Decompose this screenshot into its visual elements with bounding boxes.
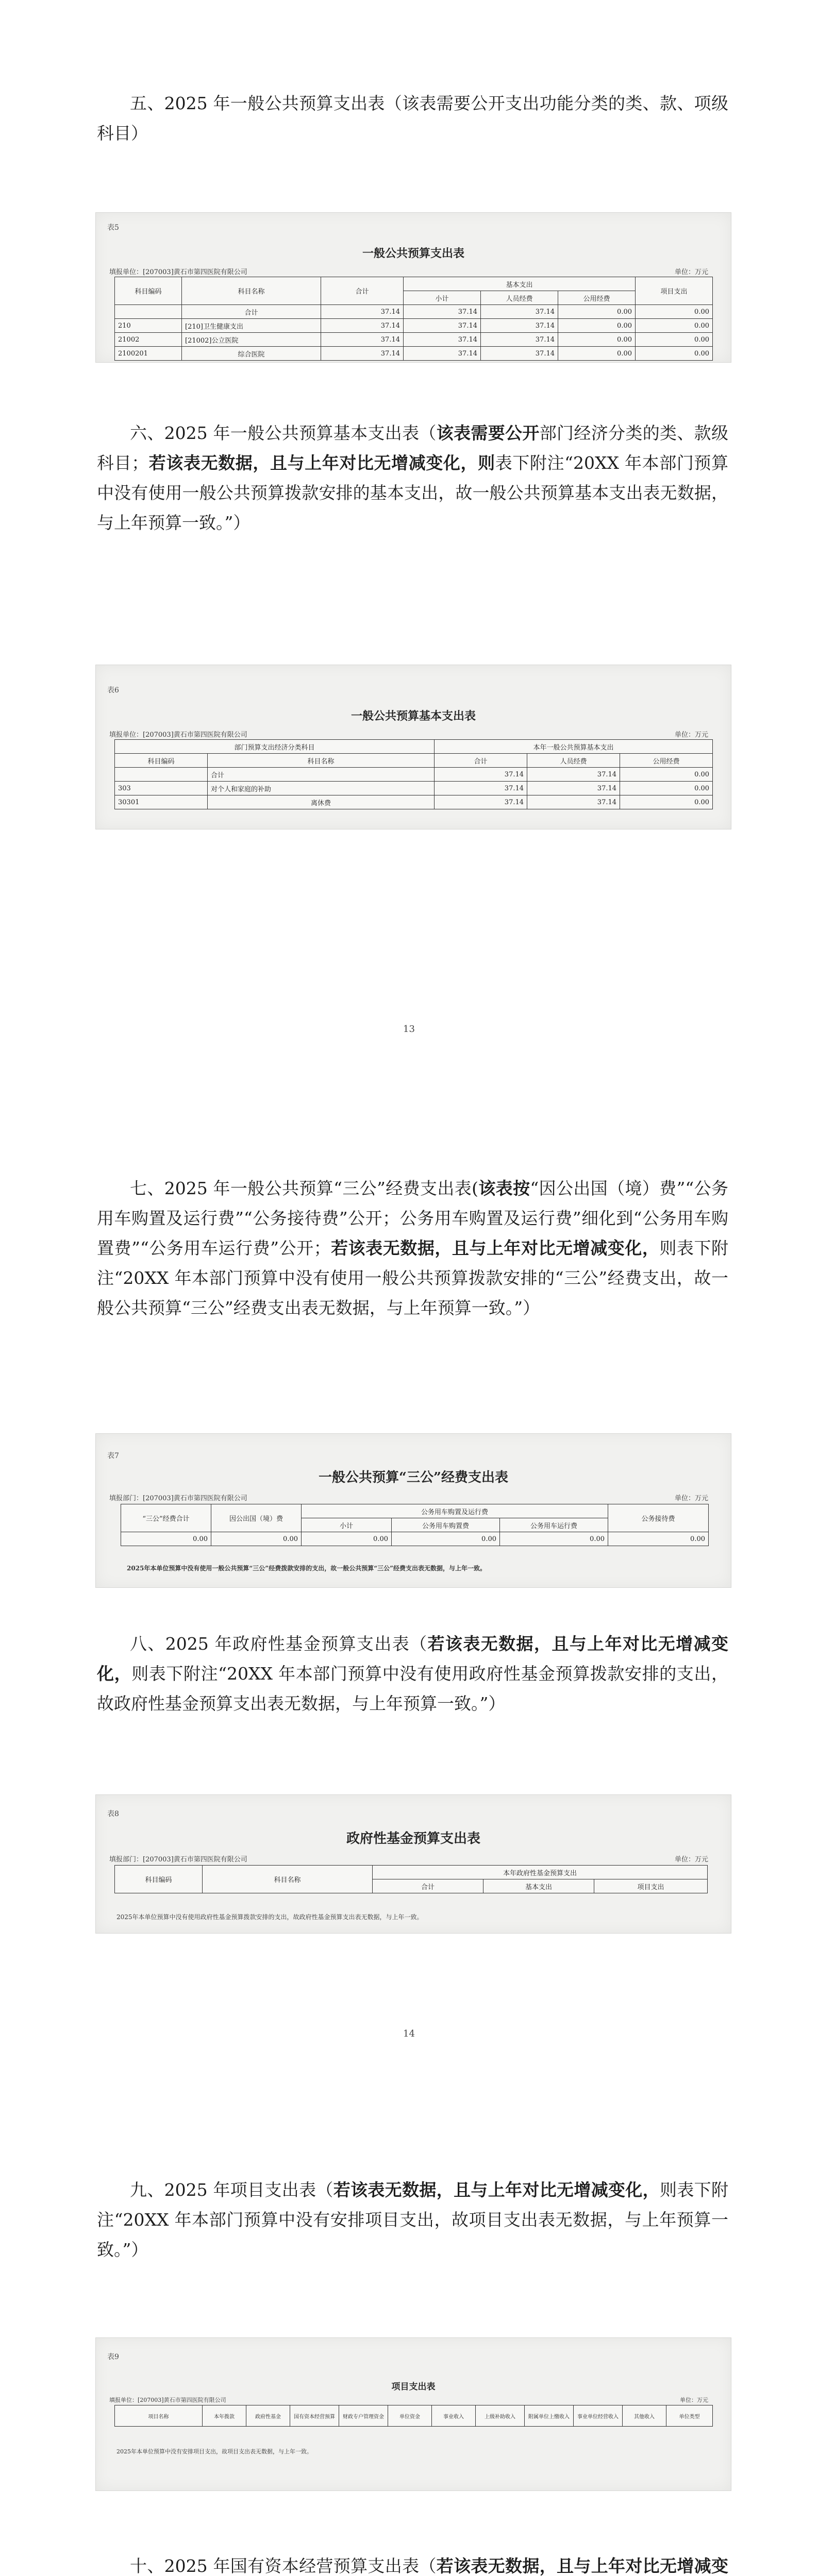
header-cell: 公务用车购置费	[392, 1518, 500, 1532]
header-cell: 公务用车购置及运行费	[302, 1504, 608, 1518]
cell	[115, 305, 182, 319]
header-cell: 公务用车运行费	[500, 1518, 608, 1532]
header-cell: 项目支出	[594, 1879, 708, 1893]
table-row	[121, 1532, 709, 1546]
header-cell: 人员经费	[527, 754, 620, 768]
section-8-text	[97, 1629, 728, 1719]
cell: 37.14	[527, 768, 620, 782]
cell: 37.14	[321, 333, 404, 347]
table-header-row	[115, 277, 713, 291]
table-7-scan	[95, 1433, 731, 1588]
unit-label: 单位：万元	[674, 1856, 708, 1863]
cell: 对个人和家庭的补助	[208, 782, 435, 795]
text-run: 十、2025 年国有资本经营预算支出表（	[130, 2556, 437, 2576]
table-header-row	[121, 1504, 709, 1518]
bold-run: 若该表无数据，且与上年对比无增减变化，	[333, 2180, 660, 2200]
cell: 离休费	[208, 795, 435, 809]
text-run: 则表下附注“20XX 年本部门预算中没有使用一般公共预算拨款安排的“三公”经费支出，故一般公共预算“三公”经费支出表无数据，与上年预算一致。”）	[97, 1238, 728, 1318]
cell: 37.14	[321, 305, 404, 319]
section-7-text	[97, 1174, 728, 1323]
header-cell: 因公出国（境）费	[211, 1504, 302, 1532]
cell: 综合医院	[182, 347, 321, 361]
cell: [210]卫生健康支出	[182, 319, 321, 333]
header-cell: 公用经费	[620, 754, 713, 768]
table-row	[115, 333, 713, 347]
bold-run: 该表需要公开	[436, 423, 540, 443]
table-row	[115, 347, 713, 361]
bold-run: 若该表无数据，且与上年对比无增减变	[436, 2556, 728, 2576]
table-number: 表7	[107, 1452, 119, 1460]
header-cell: 公用经费	[558, 291, 636, 305]
header-cell: 本年一般公共预算基本支出	[435, 740, 713, 754]
header-cell: 科目名称	[203, 1866, 373, 1893]
cell: 0.00	[392, 1532, 500, 1546]
cell: 37.14	[481, 347, 558, 361]
cell: 0.00	[608, 1532, 709, 1546]
cell: 0.00	[620, 795, 713, 809]
reporting-unit: 填报单位：[207003]黄石市第四医院有限公司	[109, 268, 247, 276]
cell: 0.00	[121, 1532, 211, 1546]
table-header-row	[115, 2405, 713, 2427]
general-budget-expenditure-table	[114, 277, 713, 361]
table-number: 表9	[107, 2353, 119, 2361]
table-number: 表8	[107, 1810, 119, 1818]
text-run: 八、2025 年政府性基金预算支出表（	[130, 1634, 428, 1654]
cell: 37.14	[321, 347, 404, 361]
header-cell: 合计	[321, 277, 404, 305]
table-number: 表6	[107, 686, 119, 694]
cell: 0.00	[500, 1532, 608, 1546]
cell: 合计	[208, 768, 435, 782]
header-cell: 事业单位经营收入	[574, 2405, 623, 2427]
cell: 0.00	[558, 305, 636, 319]
table-title: 一般公共预算基本支出表	[350, 709, 476, 723]
section-9-text	[97, 2175, 728, 2265]
cell: 2100201	[115, 347, 182, 361]
header-cell: 财政专户管理资金	[339, 2405, 388, 2427]
cell: 21002	[115, 333, 182, 347]
header-cell: 事业收入	[432, 2405, 476, 2427]
text-run: 部门经济分类的类、款级科目；	[97, 423, 729, 473]
header-cell: 人员经费	[481, 291, 558, 305]
header-cell: 项目支出	[636, 277, 713, 305]
bold-run: 该表按	[478, 1178, 530, 1198]
table-note: 2025年本单位预算中没有安排项目支出，故项目支出表无数据，与上年一致。	[116, 2448, 312, 2455]
header-cell: 本年拨款	[203, 2405, 246, 2427]
header-cell: 科目名称	[182, 277, 321, 305]
cell: 37.14	[527, 795, 620, 809]
cell: 303	[115, 782, 208, 795]
unit-label: 单位：万元	[674, 1495, 708, 1502]
table-8-scan	[95, 1794, 731, 1934]
text-run: 九、2025 年项目支出表（	[130, 2180, 333, 2200]
text-run: 六、2025 年一般公共预算基本支出表（	[130, 423, 437, 443]
page-number: 13	[403, 1024, 415, 1035]
cell: 30301	[115, 795, 208, 809]
table-row	[115, 319, 713, 333]
basic-expenditure-table	[114, 739, 713, 809]
text-run: 则表下附注“20XX 年本部门预算中没有使用政府性基金预算拨款安排的支出，故政府性基金预算支出表无数据，与上年预算一致。”）	[97, 1664, 729, 1714]
header-cell: 合计	[373, 1879, 483, 1893]
section-5-text: 五、2025 年一般公共预算支出表（该表需要公开支出功能分类的类、款、项级科目）	[97, 93, 728, 143]
project-expenditure-table	[114, 2405, 713, 2427]
header-cell: 上级补助收入	[476, 2405, 525, 2427]
table-title: 一般公共预算“三公”经费支出表	[319, 1470, 508, 1485]
cell: 0.00	[636, 347, 713, 361]
header-cell: 其他收入	[623, 2405, 666, 2427]
header-cell: 小计	[302, 1518, 392, 1532]
cell: 37.14	[527, 782, 620, 795]
gov-fund-expenditure-table	[114, 1865, 708, 1893]
table-row	[115, 305, 713, 319]
reporting-unit: 填报部门：[207003]黄石市第四医院有限公司	[109, 1495, 247, 1502]
header-cell: 科目编码	[115, 1866, 203, 1893]
cell: 37.14	[321, 319, 404, 333]
bold-run: 若该表无数据，且与上年对比无增减变化，则	[148, 453, 495, 473]
text-run: 表下附注“20XX 年本部门预算中没有使用一般公共预算拨款安排的基本支出，故一般公共预算基本支出表无数据，与上年预算一致。”）	[97, 453, 729, 533]
text-run: 七、2025 年一般公共预算“三公”经费支出表(	[130, 1178, 478, 1198]
table-5-scan	[95, 212, 731, 363]
cell: 0.00	[620, 782, 713, 795]
unit-label: 单位：万元	[674, 731, 708, 739]
table-header-row	[115, 740, 713, 754]
cell: 0.00	[558, 347, 636, 361]
cell: 合计	[182, 305, 321, 319]
reporting-unit: 填报单位：[207003]黄石市第四医院有限公司	[109, 731, 247, 739]
table-row	[115, 795, 713, 809]
bold-run: 若该表无数据，且与上年对比无增减变化，	[97, 1634, 728, 1684]
table-title: 项目支出表	[391, 2382, 436, 2392]
bold-run: 若该表无数据，且与上年对比无增减变化，	[330, 1238, 660, 1258]
cell: 0.00	[302, 1532, 392, 1546]
reporting-unit: 填报单位：[207003]黄石市第四医院有限公司	[109, 2397, 226, 2403]
cell: 0.00	[636, 319, 713, 333]
table-number: 表5	[107, 224, 119, 232]
text-run: “因公出国（境）费”“公务用车购置及运行费”“公务接待费”公开；公务用车购置及运行费”细化到“公务用车购置费”“公务用车运行费”公开；	[97, 1178, 728, 1258]
header-cell: 项目名称	[115, 2405, 203, 2427]
table-note: 2025年本单位预算中没有使用政府性基金预算拨款安排的支出，故政府性基金预算支出表无数据，与上年一致。	[116, 1913, 423, 1921]
table-9-scan	[95, 2337, 731, 2491]
cell: 37.14	[404, 333, 481, 347]
cell: 37.14	[481, 305, 558, 319]
text-run: 则表下附注“20XX 年本部门预算中没有安排项目支出，故项目支出表无数据，与上年预算一致。”）	[97, 2180, 729, 2260]
header-cell: 部门预算支出经济分类科目	[115, 740, 435, 754]
table-6-scan	[95, 665, 731, 829]
cell: 37.14	[481, 319, 558, 333]
header-cell: 基本支出	[404, 277, 636, 291]
unit-label: 单位：万元	[674, 268, 708, 276]
cell: 210	[115, 319, 182, 333]
cell: 0.00	[558, 319, 636, 333]
section-6-text	[97, 418, 728, 538]
header-cell: 科目编码	[115, 754, 208, 768]
header-cell: 合计	[435, 754, 527, 768]
cell: 37.14	[404, 347, 481, 361]
three-public-expenses-table	[121, 1504, 709, 1546]
page-number: 14	[403, 2028, 415, 2039]
header-cell: “三公”经费合计	[121, 1504, 211, 1532]
table-title: 一般公共预算支出表	[362, 247, 464, 260]
section-10-text	[97, 2551, 728, 2576]
header-cell: 单位类型	[666, 2405, 713, 2427]
cell: [21002]公立医院	[182, 333, 321, 347]
cell: 0.00	[620, 768, 713, 782]
header-cell: 附属单位上缴收入	[525, 2405, 574, 2427]
header-cell: 单位资金	[388, 2405, 432, 2427]
header-cell: 政府性基金	[246, 2405, 290, 2427]
unit-label: 单位：万元	[680, 2397, 708, 2403]
reporting-unit: 填报部门：[207003]黄石市第四医院有限公司	[109, 1856, 247, 1863]
cell	[115, 768, 208, 782]
table-title: 政府性基金预算支出表	[346, 1831, 480, 1846]
table-header-row	[115, 1866, 708, 1879]
cell: 37.14	[404, 305, 481, 319]
header-cell: 本年政府性基金预算支出	[373, 1866, 708, 1879]
header-cell: 公务接待费	[608, 1504, 709, 1532]
cell: 37.14	[481, 333, 558, 347]
header-cell: 小计	[404, 291, 481, 305]
header-cell: 国有资本经营预算	[290, 2405, 339, 2427]
cell: 37.14	[435, 795, 527, 809]
cell: 37.14	[404, 319, 481, 333]
table-row	[115, 768, 713, 782]
cell: 37.14	[435, 768, 527, 782]
cell: 37.14	[435, 782, 527, 795]
table-row	[115, 782, 713, 795]
cell: 0.00	[211, 1532, 302, 1546]
header-cell: 基本支出	[483, 1879, 594, 1893]
cell: 0.00	[636, 305, 713, 319]
cell: 0.00	[636, 333, 713, 347]
cell: 0.00	[558, 333, 636, 347]
table-header-row	[115, 754, 713, 768]
table-note: 2025年本单位预算中没有使用一般公共预算“三公”经费拨款安排的支出，故一般公共预算“三公”经费支出表无数据，与上年一致。	[127, 1565, 487, 1572]
header-cell: 科目名称	[208, 754, 435, 768]
header-cell: 科目编码	[115, 277, 182, 305]
